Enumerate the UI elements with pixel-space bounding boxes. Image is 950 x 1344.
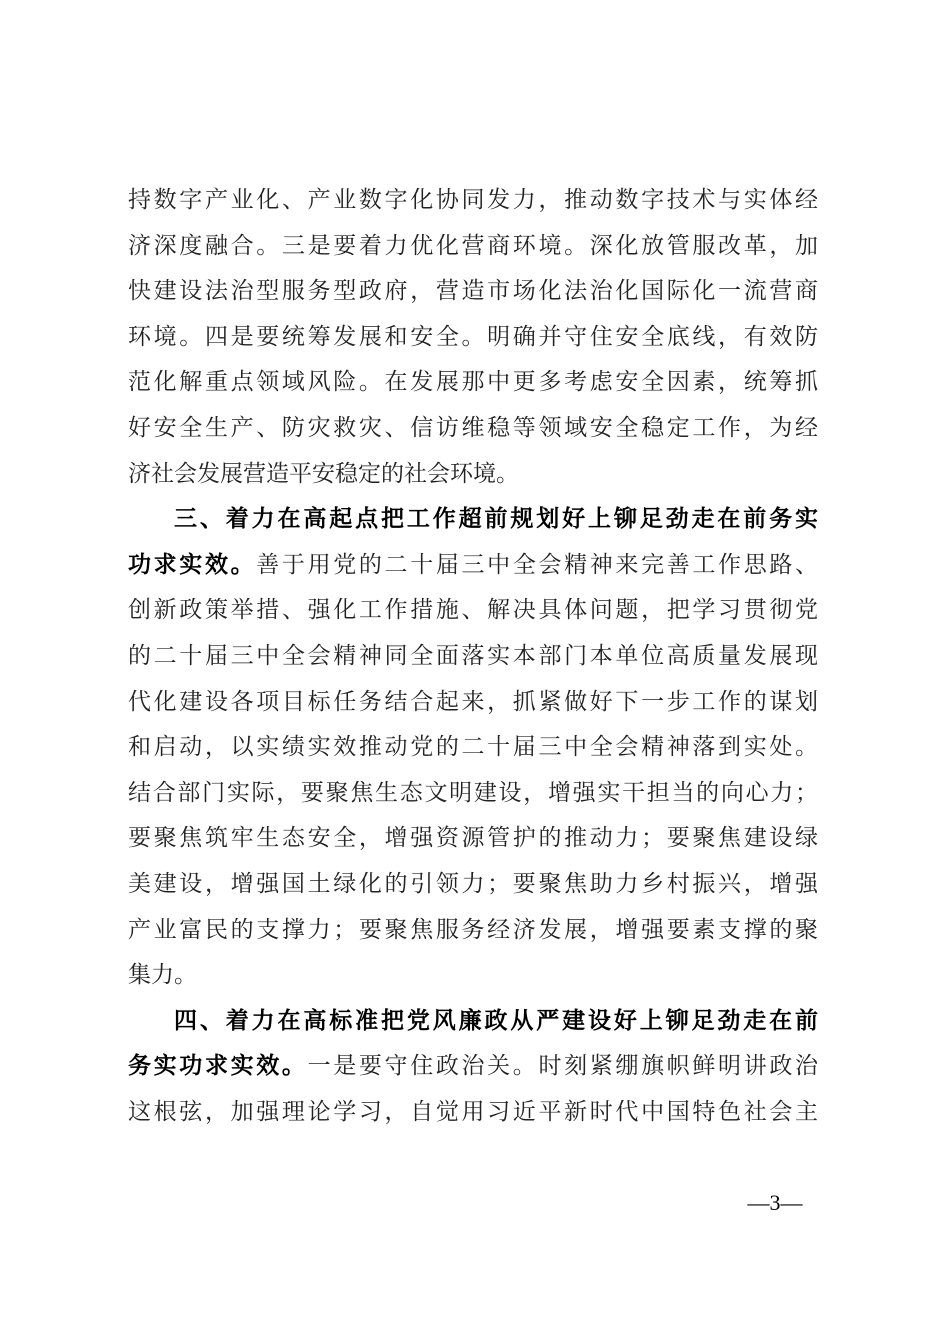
line-text: 好安全生产、防灾救灾、信访维稳等领域安全稳定工作，为经 <box>128 414 818 441</box>
text-line <box>128 953 818 999</box>
line-text: 这根弦，加强理论学习，自觉用习近平新时代中国特色社会主 <box>128 1098 818 1125</box>
text-line <box>128 908 818 954</box>
text-line <box>128 816 818 862</box>
text-line <box>128 269 818 315</box>
line-text: 代化建设各项目标任务结合起来，抓紧做好下一步工作的谋划 <box>128 688 818 715</box>
section-heading-line <box>128 999 818 1045</box>
text-line <box>128 360 818 406</box>
text-line <box>128 1090 818 1136</box>
line-text: 环境。四是要统筹发展和安全。明确并守住安全底线，有效防 <box>128 323 818 350</box>
text-line <box>128 725 818 771</box>
text-line <box>128 452 818 498</box>
line-text: 美建设，增强国土绿化的引领力；要聚焦助力乡村振兴，增强 <box>128 870 818 897</box>
text-line <box>128 406 818 452</box>
text-line <box>128 224 818 270</box>
line-text: 一是要守住政治关。时刻紧绷旗帜鲜明讲政治 <box>307 1053 819 1080</box>
line-text: 和启动，以实绩实效推动党的二十届三中全会精神落到实处。 <box>128 734 818 761</box>
text-line <box>128 862 818 908</box>
section-heading: 三、着力在高起点把工作超前规划好上铆足劲走在前务实 <box>174 506 818 533</box>
line-text: 集力。 <box>128 962 197 989</box>
text-line <box>128 543 818 589</box>
line-text: 持数字产业化、产业数字化协同发力，推动数字技术与实体经 <box>128 187 818 213</box>
text-line <box>128 1044 818 1090</box>
line-text: 范化解重点领域风险。在发展那中更多考虑安全因素，统筹抓 <box>128 369 818 396</box>
text-line <box>128 178 818 224</box>
text-line <box>128 771 818 817</box>
line-text: 要聚焦筑牢生态安全，增强资源管护的推动力；要聚焦建设绿 <box>128 825 818 852</box>
line-text: 济社会发展营造平安稳定的社会环境。 <box>128 460 519 487</box>
line-text: 快建设法治型服务型政府，营造市场化法治化国际化一流营商 <box>128 278 818 305</box>
section-heading-line <box>128 497 818 543</box>
line-text: 济深度融合。三是要着力优化营商环境。深化放管服改革，加 <box>128 232 818 259</box>
text-line <box>128 680 818 726</box>
line-text: 结合部门实际，要聚焦生态文明建设，增强实干担当的向心力； <box>128 779 818 806</box>
text-line <box>128 588 818 634</box>
text-line <box>128 315 818 361</box>
line-text: 的二十届三中全会精神同全面落实本部门本单位高质量发展现 <box>128 642 818 669</box>
body-text <box>128 178 818 1135</box>
text-line <box>128 634 818 680</box>
page-number: —3— <box>747 1190 803 1215</box>
line-text: 创新政策举措、强化工作措施、解决具体问题，把学习贯彻党 <box>128 597 818 624</box>
line-text: 产业富民的支撑力；要聚焦服务经济发展，增强要素支撑的聚 <box>128 916 818 943</box>
section-heading: 四、着力在高标准把党风廉政从严建设好上铆足劲走在前 <box>174 1007 818 1034</box>
line-text: 善于用党的二十届三中全会精神来完善工作思路、 <box>256 551 819 578</box>
section-heading: 功求实效。 <box>128 551 257 578</box>
section-heading: 务实功求实效。 <box>128 1053 308 1080</box>
